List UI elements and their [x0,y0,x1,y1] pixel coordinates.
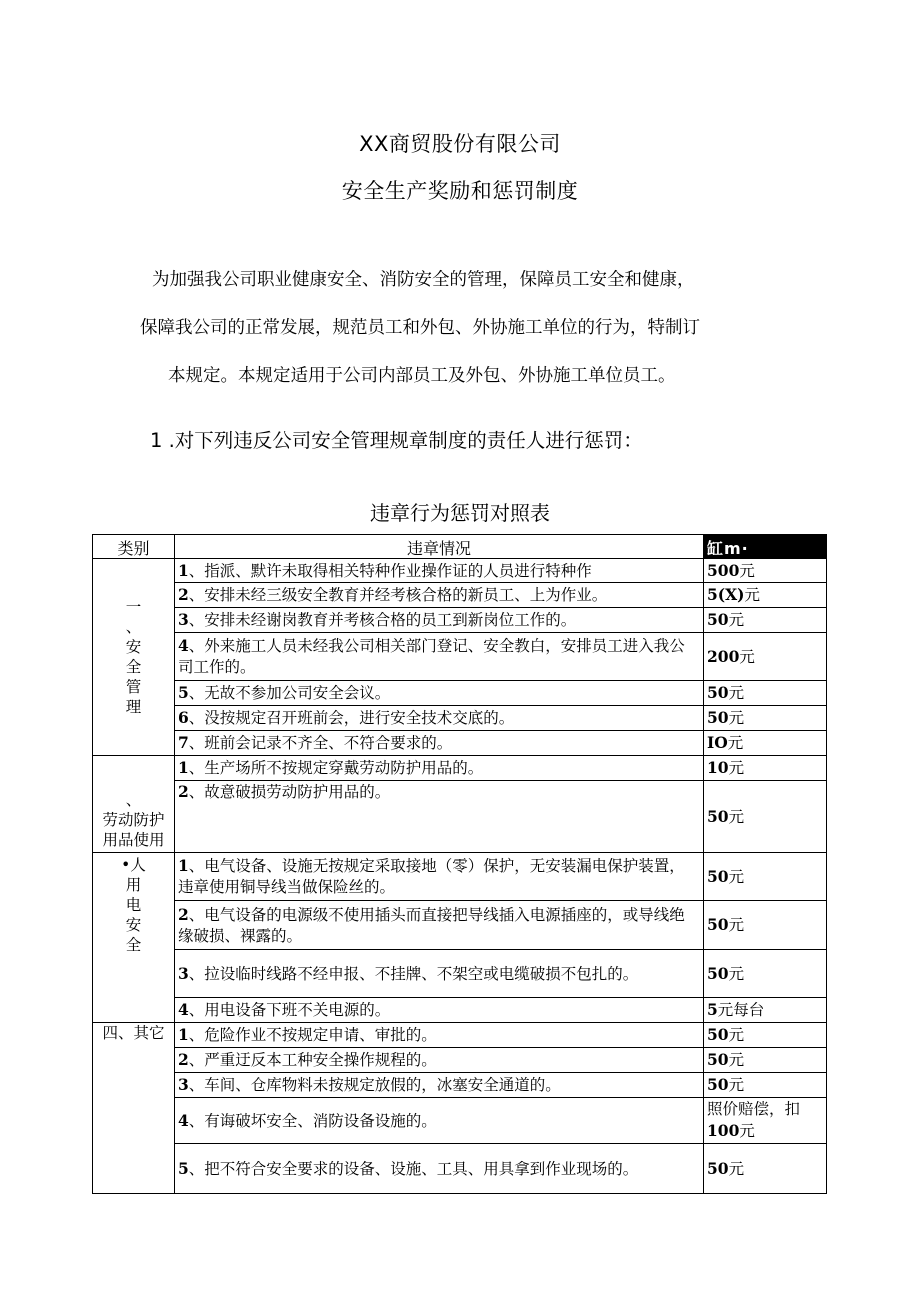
violation-text: 、危险作业不按规定申请、审批的。 [188,1026,437,1044]
violation-text: 、安排未经谢岗教育并考核合格的员工到新岗位工作的。 [188,611,577,629]
fine-unit: 元 [728,807,745,826]
violation-text: 、生产场所不按规定穿戴劳动防护用品的。 [188,759,484,777]
item-number: 2 [178,1050,189,1069]
violation-text: 、拉设临时线路不经申报、不挂牌、不架空或电缆破损不包扎的。 [188,964,639,983]
table-row [93,1023,827,1048]
fine-unit: 元每台 [717,1001,765,1019]
category-label: •人 [121,856,146,874]
category-cell [93,559,175,756]
fine-amount: 50 [707,915,729,934]
violation-text: 、安排未经三级安全教育并经考核合格的新员工、上为作业。 [188,586,608,604]
fine-unit: 元 [744,586,760,604]
table-row [93,998,827,1023]
category-label: 安 [125,916,142,934]
table-row [93,1073,827,1098]
item-number: 2 [178,782,189,801]
violation-cell [175,756,704,781]
fine-amount: 50 [707,963,729,983]
fine-cell [704,706,827,731]
violation-cell [175,681,704,706]
fine-amount: 50 [707,1158,729,1178]
fine-amount: 100 [707,1121,740,1140]
fine-amount: 50 [707,1025,729,1044]
fine-cell [704,608,827,633]
fine-cell [704,731,827,756]
document-title: 安全生产奖励和惩罚制度 [341,179,579,203]
fine-amount: 50 [707,1075,729,1094]
table-title: 违章行为惩罚对照表 [370,501,550,525]
category-label: 、 [125,618,142,636]
header-fine: 缸m· [704,535,827,559]
table-row [93,950,827,998]
category-label: 用品使用 [102,831,165,849]
violation-text: 、没按规定召开班前会，进行安全技术交底的。 [188,709,515,727]
fine-cell [704,781,827,853]
item-number: 1 [178,856,189,875]
violation-text: 、用电设备下班不关电源的。 [188,1001,391,1019]
item-number: 3 [178,963,189,983]
violation-cell [175,706,704,731]
violation-cell [175,853,704,901]
fine-amount: 5(X) [707,585,745,604]
item-number: 5 [178,683,189,702]
violation-text: 、故意破损劳动防护用品的。 [188,783,391,801]
fine-unit: 元 [728,684,745,702]
violation-cell [175,1023,704,1048]
fine-amount: 50 [707,866,729,886]
company-name: XX商贸股份有限公司 [359,132,561,156]
category-label: 安 [125,638,142,656]
fine-cell [704,681,827,706]
table-row [93,608,827,633]
item-number: 3 [178,610,189,629]
fine-unit: 元 [728,867,745,886]
violation-cell [175,731,704,756]
fine-unit: 元 [728,916,745,934]
violation-text: 、电气设备、设施无按规定采取接地（零）保护，无安装漏电保护装置，违章使用铜导线当做保险丝的。 [178,857,685,896]
table-row [93,1098,827,1144]
fine-unit: 元 [728,759,745,777]
fine-cell [704,998,827,1023]
fine-cell [704,950,827,998]
header-category: 类别 [93,535,175,559]
header-violation: 违章情况 [175,535,704,559]
fine-cell [704,1023,827,1048]
violation-text: 、车间、仓库物料未按规定放假的，冰塞安全通道的。 [188,1076,561,1094]
violation-cell [175,608,704,633]
fine-unit: 元 [728,709,745,727]
fine-cell [704,853,827,901]
table-row [93,706,827,731]
fine-cell [704,633,827,681]
fine-cell [704,1144,827,1194]
item-number: 2 [178,904,189,924]
violation-cell [175,1048,704,1073]
table-row [93,583,827,608]
item-number: 2 [178,585,189,604]
violation-cell [175,1073,704,1098]
table-row [93,853,827,901]
violation-text: 、严重迂反本工种安全操作规程的。 [188,1051,437,1069]
category-label: 、 [125,791,142,809]
category-label: 电 [125,896,142,914]
item-number: 3 [178,1075,189,1094]
item-number: 1 [178,1025,189,1044]
item-number: 6 [178,708,189,727]
table-row [93,1144,827,1194]
intro-line-1: 为加强我公司职业健康安全、消防安全的管理，保障员工安全和健康， [152,270,695,290]
category-label: 管 [125,678,142,696]
fine-cell [704,1098,827,1144]
item-number: 4 [178,1110,189,1130]
fine-amount: 500 [707,560,740,580]
fine-unit: 元 [739,647,755,666]
item-number: 1 [178,560,189,580]
fine-unit: 元 [728,964,745,983]
category-label: 用 [125,876,142,894]
item-number: 7 [178,733,189,752]
violation-cell [175,998,704,1023]
violation-text: 、有诲破坏安全、消防设备设施的。 [188,1111,437,1130]
violation-cell [175,583,704,608]
item-number: 4 [178,1000,189,1019]
fine-amount: 5 [707,1000,718,1019]
category-label: 理 [125,698,142,716]
violation-text: 、电气设备的电源级不使用插头而直接把导线插入电源插座的，或导线绝缘破损、裸露的。 [178,905,685,945]
fine-unit: 元 [739,561,755,580]
table-row [93,681,827,706]
fine-prefix: 照价赔偿，扣 [707,1100,801,1118]
fine-amount: 10 [707,758,729,777]
violation-cell [175,559,704,583]
fine-cell [704,756,827,781]
violation-cell [175,781,704,853]
violation-text: 、外来施工人员未经我公司相关部门登记、安全教白，安排员工进入我公司工作的。 [178,637,685,676]
item-number: 5 [178,1158,189,1178]
violation-cell [175,633,704,681]
fine-amount: 50 [707,683,729,702]
fine-cell [704,583,827,608]
violation-text: 、把不符合安全要求的设备、设施、工具、用具拿到作业现场的。 [188,1159,639,1178]
category-cell [93,853,175,1023]
table-row [93,901,827,950]
table-row [93,731,827,756]
fine-cell [704,559,827,583]
category-label: 全 [125,936,142,954]
violation-text: 、无故不参加公司安全会议。 [188,684,391,702]
fine-amount: IO [707,733,728,752]
fine-unit: 元 [727,734,744,752]
fine-cell [704,1073,827,1098]
table-row [93,1048,827,1073]
category-label: 一 [125,598,142,616]
category-label: 四、其它 [102,1024,165,1042]
violation-text: 、指派、默许未取得相关特种作业操作证的人员进行特种作 [188,561,592,580]
violation-cell [175,901,704,950]
fine-unit: 元 [728,1159,745,1178]
penalty-table [92,534,827,1194]
fine-amount: 50 [707,708,729,727]
table-row [93,781,827,853]
violation-text: 、班前会记录不齐全、不符合要求的。 [188,734,453,752]
item-number: 4 [178,636,189,655]
category-cell [93,1023,175,1194]
table-header-row [93,535,827,559]
fine-unit: 元 [728,1026,745,1044]
category-label: 劳动防护 [102,811,165,829]
intro-line-3: 本规定。本规定适用于公司内部员工及外包、外协施工单位员工。 [168,366,676,386]
fine-amount: 50 [707,1050,729,1069]
fine-cell [704,1048,827,1073]
violation-cell [175,1144,704,1194]
fine-unit: 元 [728,1051,745,1069]
category-label: 全 [125,658,142,676]
item-number: 1 [178,758,189,777]
violation-cell [175,950,704,998]
intro-line-2: 保障我公司的正常发展，规范员工和外包、外协施工单位的行为，特制订 [140,318,700,338]
table-row [93,756,827,781]
table-row [93,559,827,583]
fine-unit: 元 [728,611,745,629]
table-row [93,633,827,681]
fine-amount: 50 [707,806,729,826]
fine-amount: 200 [707,646,740,666]
fine-cell [704,901,827,950]
fine-unit: 元 [739,1122,755,1140]
fine-unit: 元 [728,1076,745,1094]
violation-cell [175,1098,704,1144]
fine-amount: 50 [707,610,729,629]
section-heading: 1 .对下列违反公司安全管理规章制度的责任人进行惩罚： [150,429,643,452]
category-cell [93,756,175,853]
